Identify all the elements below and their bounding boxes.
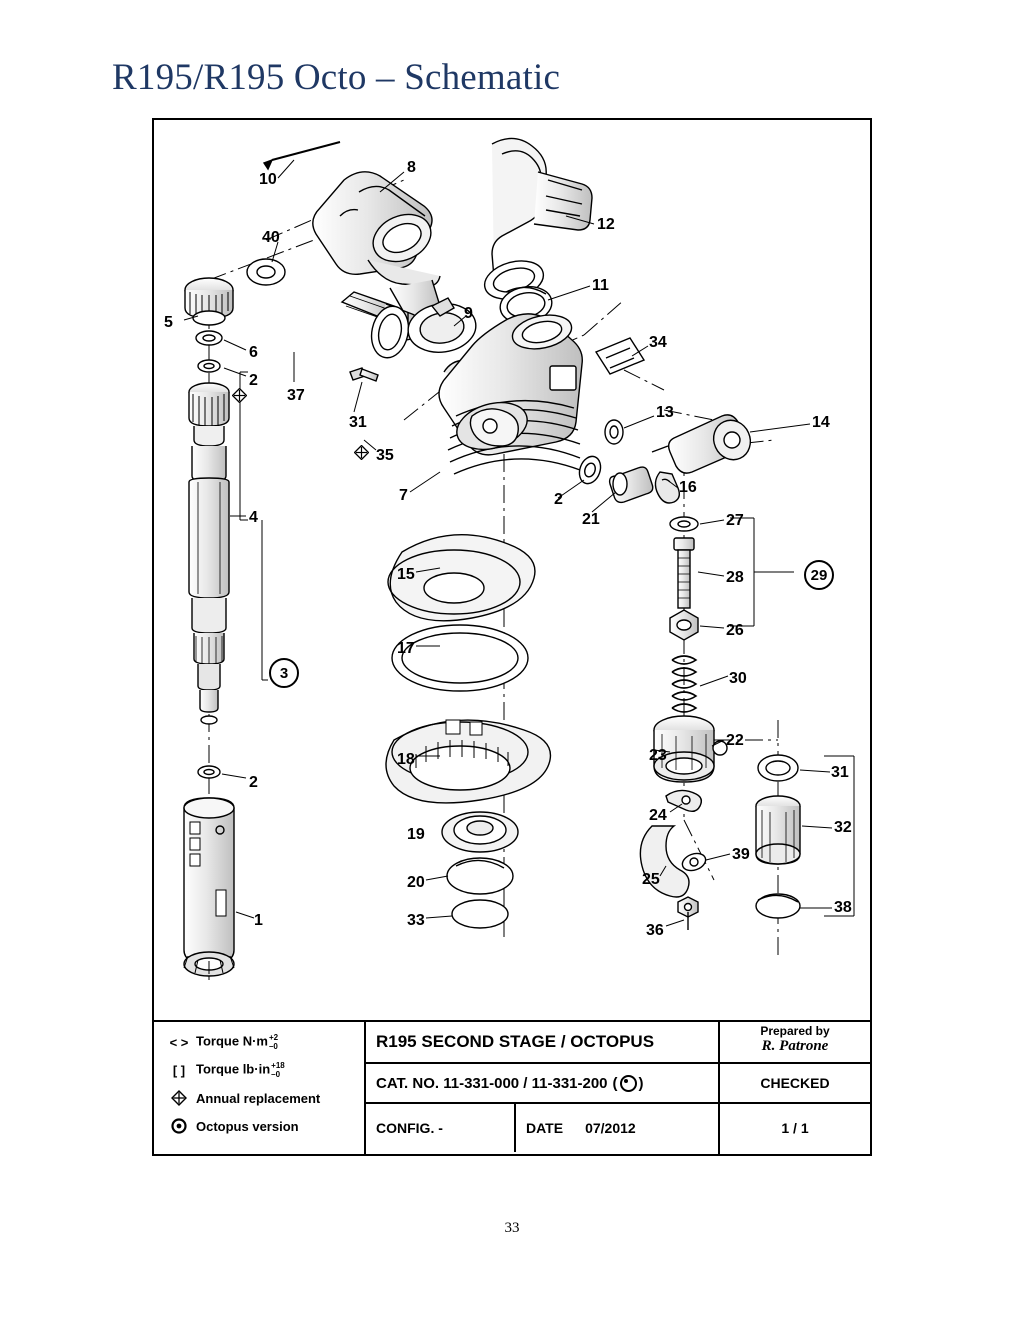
prepared-by-cell xyxy=(720,1022,870,1064)
callout-26: 26 xyxy=(726,622,744,639)
config-date-row xyxy=(366,1104,718,1152)
callout-23: 23 xyxy=(649,747,667,764)
prepared-by-name: R. Patrone xyxy=(761,1038,829,1054)
legend-label-octopus-version: Octopus version xyxy=(196,1118,299,1134)
callout-22: 22 xyxy=(726,732,744,749)
callout-35: 35 xyxy=(376,447,394,464)
annual-replacement-marker-icon-2 xyxy=(354,445,369,460)
callout-19: 19 xyxy=(407,826,425,843)
legend-row-annual-replacement xyxy=(162,1084,364,1112)
title-block-middle xyxy=(366,1022,720,1154)
config-label: CONFIG. - xyxy=(366,1104,516,1152)
exploded-diagram xyxy=(154,120,870,1020)
legend-label-torque-nm: Torque N·m+2 –0 xyxy=(196,1033,279,1051)
annual-replacement-marker-icon xyxy=(232,388,247,403)
callout-10: 10 xyxy=(259,171,277,188)
catalog-number-row xyxy=(366,1064,718,1104)
callout-36: 36 xyxy=(646,922,664,939)
callout-2-upper: 2 xyxy=(249,372,258,389)
callout-15: 15 xyxy=(397,566,415,583)
callout-28: 28 xyxy=(726,569,744,586)
callout-5: 5 xyxy=(164,314,173,331)
callout-12: 12 xyxy=(597,216,615,233)
legend-row-torque-nm xyxy=(162,1028,364,1056)
date-label: DATE xyxy=(526,1120,564,1136)
callout-4: 4 xyxy=(249,509,258,526)
callout-24: 24 xyxy=(649,807,667,824)
callout-20: 20 xyxy=(407,874,425,891)
callout-30: 30 xyxy=(729,670,747,687)
callout-38: 38 xyxy=(834,899,852,916)
checked-label: CHECKED xyxy=(720,1064,870,1104)
callout-18: 18 xyxy=(397,751,415,768)
callout-9: 9 xyxy=(464,305,473,322)
callout-7: 7 xyxy=(399,487,408,504)
callout-17: 17 xyxy=(397,640,415,657)
page-title: R195/R195 Octo – Schematic xyxy=(112,57,561,98)
sheet-number: 1 / 1 xyxy=(781,1120,809,1136)
date-value: 07/2012 xyxy=(585,1120,636,1136)
schematic-sheet xyxy=(152,118,872,1156)
legend-panel xyxy=(154,1022,366,1154)
legend-label-torque-lbin: Torque lb·in+18 –0 xyxy=(196,1061,285,1079)
drawing-title: R195 SECOND STAGE / OCTOPUS xyxy=(366,1022,718,1064)
callout-11: 11 xyxy=(592,277,609,294)
callout-29: 29 xyxy=(804,560,834,590)
legend-row-octopus-version xyxy=(162,1112,364,1140)
callout-31-upper: 31 xyxy=(349,414,367,431)
octopus-dot-icon xyxy=(162,1118,196,1134)
callout-1: 1 xyxy=(254,912,263,929)
callout-37: 37 xyxy=(287,387,305,404)
callout-25: 25 xyxy=(642,871,660,888)
diamond-cross-icon xyxy=(162,1090,196,1106)
catalog-number-label: CAT. NO. 11-331-000 / 11-331-200 xyxy=(376,1074,608,1092)
callout-32: 32 xyxy=(834,819,852,836)
callout-34: 34 xyxy=(649,334,667,351)
callout-39: 39 xyxy=(732,846,750,863)
title-block-right xyxy=(720,1022,870,1154)
square-bracket-symbol: [ ] xyxy=(172,1062,186,1078)
title-block xyxy=(154,1020,870,1154)
angle-bracket-symbol: < > xyxy=(169,1034,189,1050)
callout-3: 3 xyxy=(269,658,299,688)
callout-33: 33 xyxy=(407,912,425,929)
callout-2-lower: 2 xyxy=(249,774,258,791)
callout-31-lower: 31 xyxy=(831,764,849,781)
prepared-by-label: Prepared by xyxy=(760,1024,830,1038)
callout-27: 27 xyxy=(726,512,744,529)
callout-16: 16 xyxy=(679,479,697,496)
callout-8: 8 xyxy=(407,159,416,176)
callout-6: 6 xyxy=(249,344,258,361)
callout-13: 13 xyxy=(656,404,674,421)
page-number: 33 xyxy=(504,1220,520,1236)
callout-21: 21 xyxy=(582,511,600,528)
legend-label-annual-replacement: Annual replacement xyxy=(196,1090,321,1106)
diagram-artwork xyxy=(154,120,870,1020)
callout-40: 40 xyxy=(262,229,280,246)
date-cell xyxy=(516,1104,636,1152)
callout-14: 14 xyxy=(812,414,830,431)
callout-2-mid: 2 xyxy=(554,491,563,508)
octopus-dot-icon-inline xyxy=(620,1075,637,1092)
catalog-number-paren-open: ( xyxy=(612,1074,618,1092)
legend-row-torque-lbin xyxy=(162,1056,364,1084)
catalog-number-paren-close: ) xyxy=(638,1074,644,1092)
